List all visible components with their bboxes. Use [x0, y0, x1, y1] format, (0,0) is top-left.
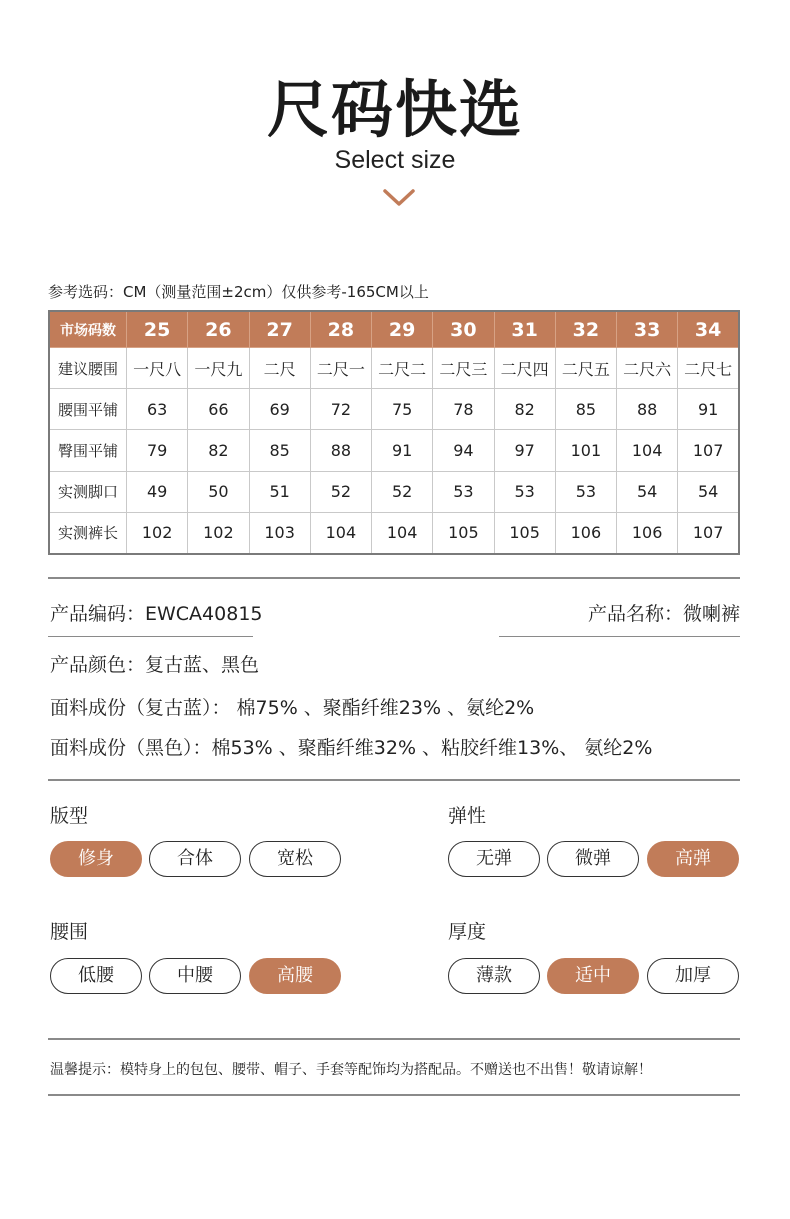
product-color: 产品颜色：复古蓝、黑色 [50, 654, 260, 676]
table-cell: 二尺四 [494, 348, 555, 389]
table-cell: 101 [555, 430, 616, 471]
size-header-row [49, 311, 739, 348]
size-cell: 25 [127, 311, 188, 348]
table-row [49, 512, 739, 554]
table-cell: 二尺三 [433, 348, 494, 389]
table-cell: 49 [127, 471, 188, 512]
size-cell: 33 [617, 311, 678, 348]
table-cell: 二尺 [249, 348, 310, 389]
thickness-label: 厚度 [448, 921, 487, 943]
page-title: 尺码快选 [266, 73, 523, 146]
row-label: 腰围平铺 [49, 389, 127, 430]
table-cell: 53 [555, 471, 616, 512]
fit-option-loose[interactable]: 宽松 [249, 841, 341, 877]
table-row [49, 389, 739, 430]
table-cell: 88 [617, 389, 678, 430]
fit-option-slim[interactable]: 修身 [50, 841, 142, 877]
table-row [49, 471, 739, 512]
divider [48, 636, 253, 637]
table-cell: 51 [249, 471, 310, 512]
table-row [49, 430, 739, 471]
table-cell: 二尺七 [678, 348, 739, 389]
table-cell: 85 [249, 430, 310, 471]
waist-option-low[interactable]: 低腰 [50, 958, 142, 994]
waist-label: 腰围 [50, 921, 89, 943]
size-cell: 28 [310, 311, 371, 348]
table-cell: 二尺六 [617, 348, 678, 389]
size-cell: 30 [433, 311, 494, 348]
elasticity-option-slight[interactable]: 微弹 [547, 841, 639, 877]
table-cell: 一尺八 [127, 348, 188, 389]
size-cell: 32 [555, 311, 616, 348]
table-cell: 88 [310, 430, 371, 471]
table-cell: 94 [433, 430, 494, 471]
table-cell: 103 [249, 512, 310, 554]
divider [48, 779, 740, 781]
table-cell: 106 [617, 512, 678, 554]
elasticity-label: 弹性 [448, 805, 487, 827]
table-cell: 104 [372, 512, 433, 554]
table-cell: 105 [433, 512, 494, 554]
elasticity-option-none[interactable]: 无弹 [448, 841, 540, 877]
size-cell: 34 [678, 311, 739, 348]
table-cell: 53 [494, 471, 555, 512]
table-cell: 53 [433, 471, 494, 512]
divider [48, 577, 740, 579]
table-cell: 二尺一 [310, 348, 371, 389]
size-cell: 26 [188, 311, 249, 348]
table-cell: 63 [127, 389, 188, 430]
table-cell: 82 [494, 389, 555, 430]
table-cell: 54 [617, 471, 678, 512]
size-cell: 27 [249, 311, 310, 348]
row-label: 实测裤长 [49, 512, 127, 554]
row-label: 建议腰围 [49, 348, 127, 389]
table-cell: 52 [310, 471, 371, 512]
table-cell: 82 [188, 430, 249, 471]
divider [48, 1038, 740, 1040]
table-cell: 52 [372, 471, 433, 512]
thickness-option-medium[interactable]: 适中 [547, 958, 639, 994]
thickness-option-thin[interactable]: 薄款 [448, 958, 540, 994]
waist-option-mid[interactable]: 中腰 [149, 958, 241, 994]
divider [499, 636, 740, 637]
table-cell: 85 [555, 389, 616, 430]
table-cell: 50 [188, 471, 249, 512]
table-cell: 66 [188, 389, 249, 430]
table-cell: 104 [617, 430, 678, 471]
product-name: 产品名称：微喇裤 [587, 603, 740, 625]
table-cell: 91 [372, 430, 433, 471]
fabric-black: 面料成份（黑色）：棉53% 、聚酯纤维32% 、粘胶纤维13%、 氨纶2% [50, 737, 653, 759]
product-code: 产品编码：EWCA40815 [50, 603, 263, 625]
table-cell: 54 [678, 471, 739, 512]
table-cell: 79 [127, 430, 188, 471]
divider [48, 1094, 740, 1096]
table-cell: 78 [433, 389, 494, 430]
thickness-option-thick[interactable]: 加厚 [647, 958, 739, 994]
table-cell: 69 [249, 389, 310, 430]
row-label: 实测脚口 [49, 471, 127, 512]
table-cell: 107 [678, 430, 739, 471]
size-header-label: 市场码数 [49, 311, 127, 348]
fit-label: 版型 [50, 805, 89, 827]
page-subtitle: Select size [334, 146, 456, 174]
table-row [49, 348, 739, 389]
table-cell: 72 [310, 389, 371, 430]
chevron-down-icon [383, 188, 415, 208]
reference-note: 参考选码：CM（测量范围±2cm）仅供参考-165CM以上 [48, 283, 429, 301]
table-cell: 91 [678, 389, 739, 430]
fabric-blue: 面料成份（复古蓝）： 棉75% 、聚酯纤维23% 、氨纶2% [50, 697, 535, 719]
table-cell: 105 [494, 512, 555, 554]
table-cell: 102 [188, 512, 249, 554]
table-cell: 一尺九 [188, 348, 249, 389]
size-cell: 31 [494, 311, 555, 348]
table-cell: 106 [555, 512, 616, 554]
table-cell: 107 [678, 512, 739, 554]
table-cell: 二尺二 [372, 348, 433, 389]
size-cell: 29 [372, 311, 433, 348]
size-table [48, 310, 740, 555]
waist-option-high[interactable]: 高腰 [249, 958, 341, 994]
table-cell: 二尺五 [555, 348, 616, 389]
elasticity-option-high[interactable]: 高弹 [647, 841, 739, 877]
row-label: 臀围平铺 [49, 430, 127, 471]
table-cell: 75 [372, 389, 433, 430]
table-cell: 102 [127, 512, 188, 554]
table-cell: 97 [494, 430, 555, 471]
warm-tip: 温馨提示：模特身上的包包、腰带、帽子、手套等配饰均为搭配品。不赠送也不出售！敬请谅解！ [50, 1062, 652, 1078]
fit-option-regular[interactable]: 合体 [149, 841, 241, 877]
table-cell: 104 [310, 512, 371, 554]
